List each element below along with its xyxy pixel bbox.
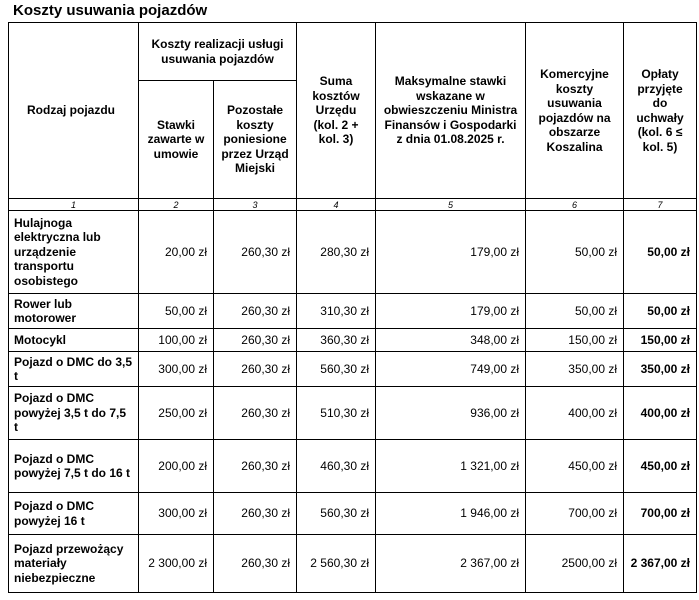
costs-table xyxy=(8,22,697,593)
page-title: Koszty usuwania pojazdów xyxy=(13,2,208,19)
column-number: 6 xyxy=(526,199,624,211)
commercial-cost: 400,00 zł xyxy=(526,387,624,440)
max-rate: 1 321,00 zł xyxy=(376,440,526,493)
table-row xyxy=(9,294,697,329)
column-number-row xyxy=(9,199,697,211)
header-oplaty: Opłaty przyjęte do uchwały (kol. 6 ≤ kol. 5) xyxy=(624,23,697,199)
vehicle-type: Hulajnoga elektryczna lub urządzenie transportu osobistego xyxy=(9,211,139,294)
header-group: Koszty realizacji usługi usuwania pojazdów xyxy=(139,23,297,81)
office-total: 280,30 zł xyxy=(297,211,376,294)
adopted-fee: 700,00 zł xyxy=(624,493,697,535)
commercial-cost: 2500,00 zł xyxy=(526,535,624,593)
other-costs: 260,30 zł xyxy=(214,387,297,440)
column-number: 5 xyxy=(376,199,526,211)
max-rate: 348,00 zł xyxy=(376,329,526,352)
adopted-fee: 2 367,00 zł xyxy=(624,535,697,593)
commercial-cost: 450,00 zł xyxy=(526,440,624,493)
contract-rate: 300,00 zł xyxy=(139,493,214,535)
column-number: 3 xyxy=(214,199,297,211)
max-rate: 179,00 zł xyxy=(376,211,526,294)
table-row xyxy=(9,535,697,593)
contract-rate: 250,00 zł xyxy=(139,387,214,440)
table-row xyxy=(9,440,697,493)
commercial-cost: 150,00 zł xyxy=(526,329,624,352)
max-rate: 936,00 zł xyxy=(376,387,526,440)
table-row xyxy=(9,352,697,387)
other-costs: 260,30 zł xyxy=(214,294,297,329)
column-number: 4 xyxy=(297,199,376,211)
office-total: 2 560,30 zł xyxy=(297,535,376,593)
other-costs: 260,30 zł xyxy=(214,535,297,593)
table-row xyxy=(9,493,697,535)
office-total: 560,30 zł xyxy=(297,493,376,535)
header-stawki: Stawki zawarte w umowie xyxy=(139,81,214,199)
table-row xyxy=(9,211,697,294)
table-row xyxy=(9,329,697,352)
header-maks: Maksymalne stawki wskazane w obwieszczeniu Ministra Finansów i Gospodarki z dnia 01.08.2025 r. xyxy=(376,23,526,199)
commercial-cost: 700,00 zł xyxy=(526,493,624,535)
table-row xyxy=(9,387,697,440)
vehicle-type: Motocykl xyxy=(9,329,139,352)
header-pozostale: Pozostałe koszty poniesione przez Urząd Miejski xyxy=(214,81,297,199)
office-total: 310,30 zł xyxy=(297,294,376,329)
adopted-fee: 150,00 zł xyxy=(624,329,697,352)
contract-rate: 50,00 zł xyxy=(139,294,214,329)
other-costs: 260,30 zł xyxy=(214,352,297,387)
header-suma: Suma kosztów Urzędu (kol. 2 + kol. 3) xyxy=(297,23,376,199)
contract-rate: 2 300,00 zł xyxy=(139,535,214,593)
office-total: 560,30 zł xyxy=(297,352,376,387)
office-total: 360,30 zł xyxy=(297,329,376,352)
adopted-fee: 400,00 zł xyxy=(624,387,697,440)
vehicle-type: Rower lub motorower xyxy=(9,294,139,329)
contract-rate: 100,00 zł xyxy=(139,329,214,352)
other-costs: 260,30 zł xyxy=(214,211,297,294)
vehicle-type: Pojazd przewożący materiały niebezpieczne xyxy=(9,535,139,593)
column-number: 1 xyxy=(9,199,139,211)
office-total: 510,30 zł xyxy=(297,387,376,440)
commercial-cost: 50,00 zł xyxy=(526,294,624,329)
adopted-fee: 50,00 zł xyxy=(624,294,697,329)
header-row-top xyxy=(9,23,697,81)
column-number: 7 xyxy=(624,199,697,211)
max-rate: 749,00 zł xyxy=(376,352,526,387)
contract-rate: 20,00 zł xyxy=(139,211,214,294)
max-rate: 2 367,00 zł xyxy=(376,535,526,593)
other-costs: 260,30 zł xyxy=(214,440,297,493)
adopted-fee: 450,00 zł xyxy=(624,440,697,493)
header-komercyjne: Komercyjne koszty usuwania pojazdów na obszarze Koszalina xyxy=(526,23,624,199)
column-number: 2 xyxy=(139,199,214,211)
vehicle-type: Pojazd o DMC powyżej 7,5 t do 16 t xyxy=(9,440,139,493)
office-total: 460,30 zł xyxy=(297,440,376,493)
adopted-fee: 50,00 zł xyxy=(624,211,697,294)
vehicle-type: Pojazd o DMC do 3,5 t xyxy=(9,352,139,387)
other-costs: 260,30 zł xyxy=(214,329,297,352)
max-rate: 1 946,00 zł xyxy=(376,493,526,535)
commercial-cost: 350,00 zł xyxy=(526,352,624,387)
other-costs: 260,30 zł xyxy=(214,493,297,535)
vehicle-type: Pojazd o DMC powyżej 3,5 t do 7,5 t xyxy=(9,387,139,440)
max-rate: 179,00 zł xyxy=(376,294,526,329)
vehicle-type: Pojazd o DMC powyżej 16 t xyxy=(9,493,139,535)
commercial-cost: 50,00 zł xyxy=(526,211,624,294)
adopted-fee: 350,00 zł xyxy=(624,352,697,387)
contract-rate: 200,00 zł xyxy=(139,440,214,493)
contract-rate: 300,00 zł xyxy=(139,352,214,387)
header-rodzaj: Rodzaj pojazdu xyxy=(9,23,139,199)
